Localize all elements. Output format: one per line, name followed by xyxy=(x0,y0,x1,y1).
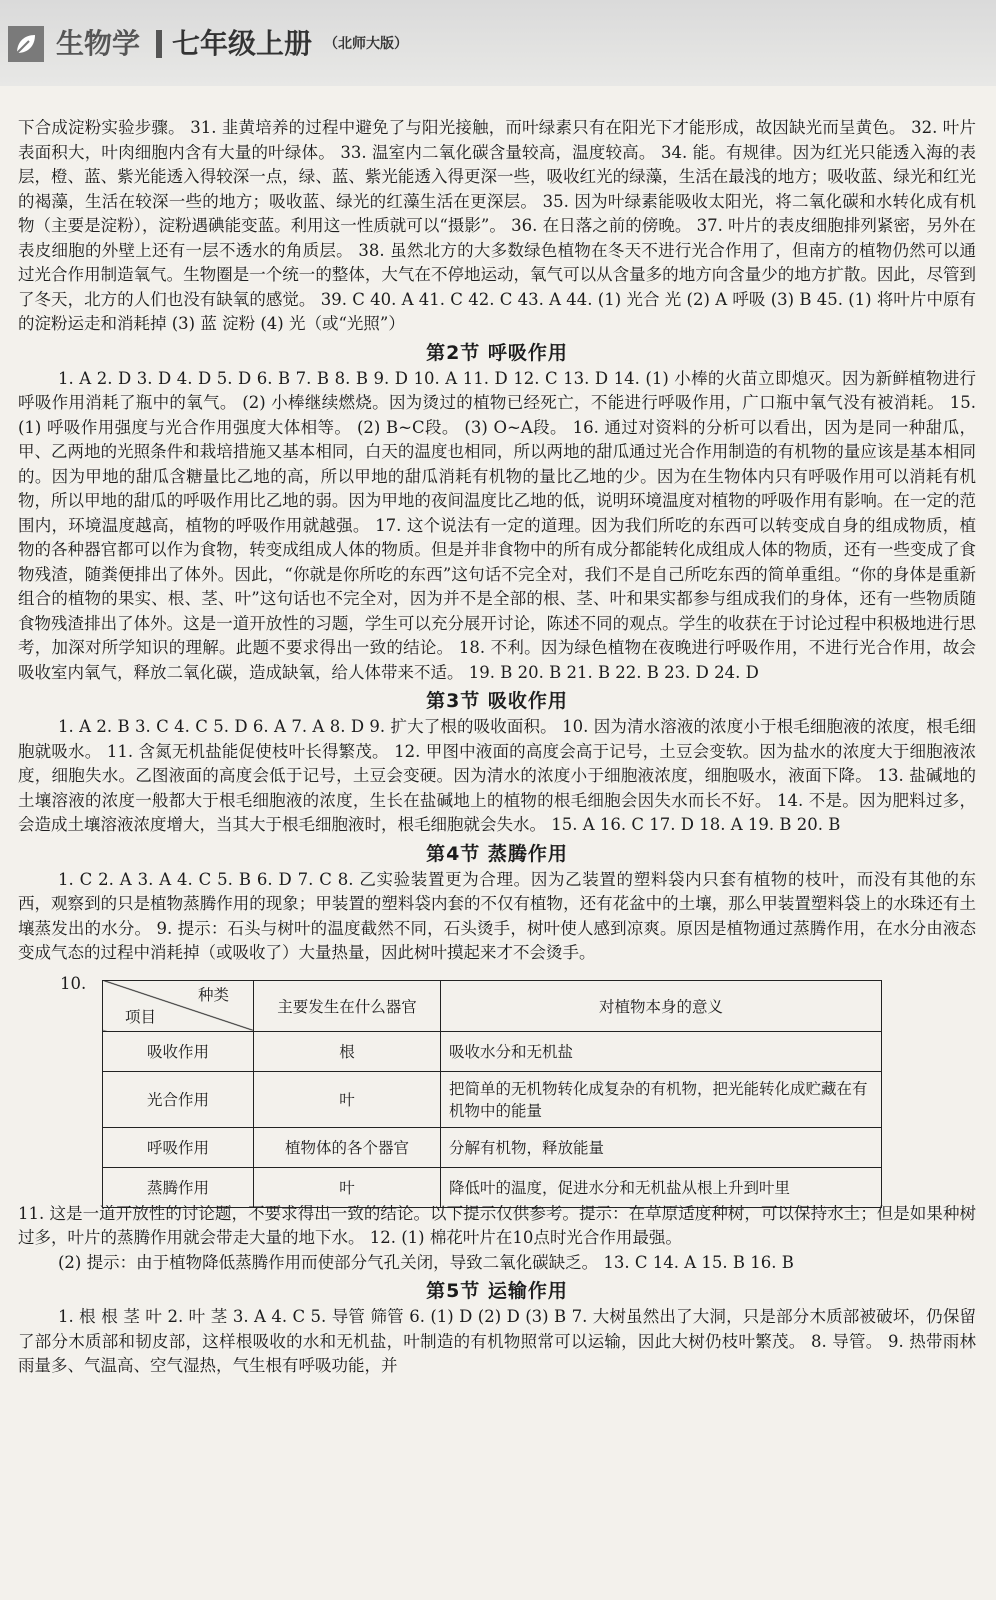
table-cell-process: 呼吸作用 xyxy=(103,1127,254,1167)
question-number: 10. xyxy=(60,973,87,993)
table-row xyxy=(103,1071,882,1127)
table-cell-meaning: 把简单的无机物转化成复杂的有机物，把光能转化成贮藏在有机物中的能量 xyxy=(441,1071,882,1127)
grade-title: 七年级上册 xyxy=(172,27,313,60)
table-row xyxy=(103,1127,882,1167)
leaf-icon xyxy=(8,26,44,62)
table-cell-organ: 植物体的各个器官 xyxy=(254,1127,441,1167)
section-title-3: 第3节 吸收作用 xyxy=(426,690,568,712)
edition-label: （北师大版） xyxy=(324,36,408,52)
answer-12-16: (2) 提示：由于植物降低蒸腾作用而使部分气孔关闭，导致二氧化碳缺乏。 13. C 14. A 15. B 16. B xyxy=(58,1252,794,1272)
section-title-5: 第5节 运输作用 xyxy=(426,1280,568,1302)
section-title-4: 第4节 蒸腾作用 xyxy=(426,842,568,865)
table-cell-meaning: 分解有机物，释放能量 xyxy=(441,1127,882,1167)
table-header-row xyxy=(103,980,882,1031)
table-cell-meaning: 吸收水分和无机盐 xyxy=(441,1031,882,1071)
section-5-answers: 1. 根 根 茎 叶 2. 叶 茎 3. A 4. C 5. 导管 筛管 6. (1) D (2) D (3) B 7. 大树虽然出了大洞，只是部分木质部被破坏，仍保留了部分木质部和韧皮部，这样根吸收的水和无机盐，叶制造的有机物照常可以运输，因此大树仍枝叶繁茂。 8. 导管。 9. 热带雨林雨量多、气温高、空气湿热，气生根有呼吸功能，并 xyxy=(18,1307,976,1375)
corner-top-label: 种类 xyxy=(197,985,229,1004)
paragraph-top: 下合成淀粉实验步骤。 31. 韭黄培养的过程中避免了与阳光接触，而叶绿素只有在阳光下才能形成，故因缺光而呈黄色。 32. 叶片表面积大，叶肉细胞内含有大量的叶绿体。 33. 温室内二氧化碳含量较高，温度较高。 34. 能。有规律。因为红光只能透入海的表层，橙、蓝、紫光能透入得较深一点，绿、蓝、紫光能透入得更深一些，吸收红光的绿藻，生活在最浅的地方；吸收蓝、绿光和红光的褐藻，生活在较深一些的地方；吸收蓝、绿光的红藻生活在更深层。 35. 因为叶绿素能吸收太阳光，将二氧化碳和水转化成有机物（主要是淀粉），淀粉遇碘能变蓝。利用这一性质就可以“摄影”。 36. 在日落之前的傍晚。 37. 叶片的表皮细胞排列紧密，另外在表皮细胞的外壁上还有一层不透水的角质层。 38. 虽然北方的大多数绿色植物在冬天不进行光合作用了，但南方的植物仍然可以通过光合作用制造氧气。生物圈是一个统一的整体，大气在不停地运动，氧气可以从含量多的地方向含量少的地方扩散。因此，尽管到了冬天，北方的人们也没有缺氧的感觉。 39. C 40. A 41. C 42. C 43. A 44. (1) 光合 光 (2) A 呼吸 (3) B 45. (1) 将叶片中原有的淀粉运走和消耗掉 (3) 蓝 淀粉 (4) 光（或“光照”） xyxy=(18,118,976,333)
table-cell-organ: 叶 xyxy=(254,1071,441,1127)
subject-title: 生物学 xyxy=(56,27,141,60)
plant-functions-table xyxy=(102,980,882,1208)
answer-content xyxy=(18,116,976,1379)
corner-bottom-label: 项目 xyxy=(125,1007,157,1026)
table-cell-process: 吸收作用 xyxy=(103,1031,254,1071)
section-3-answers: 1. A 2. B 3. C 4. C 5. D 6. A 7. A 8. D 9. 扩大了根的吸收面积。 10. 因为清水溶液的浓度小于根毛细胞液的浓度，根毛细胞就吸水。 11. 含氮无机盐能促使枝叶长得繁茂。 12. 甲图中液面的高度会高于记号，土豆会变软。因为盐水的浓度大于细胞液浓度，细胞失水。乙图液面的高度会低于记号，土豆会变硬。因为清水的浓度小于细胞液浓度，细胞吸水，液面下降。 13. 盐碱地的土壤溶液的浓度一般都大于根毛细胞液的浓度，生长在盐碱地上的植物的根毛细胞会因失水而长不好。 14. 不是。因为肥料过多，会造成土壤溶液浓度增大，当其大于根毛细胞液时，根毛细胞就会失水。 15. A 16. C 17. D 18. A 19. B 20. B xyxy=(18,717,976,834)
table-cell-process: 光合作用 xyxy=(103,1071,254,1127)
table-corner-cell xyxy=(103,980,254,1031)
table-header-meaning: 对植物本身的意义 xyxy=(441,980,882,1031)
title-separator xyxy=(156,30,162,58)
table-cell-organ: 根 xyxy=(254,1031,441,1071)
header-bar xyxy=(0,0,996,86)
table-header-organ: 主要发生在什么器官 xyxy=(254,980,441,1031)
table-cell-meaning: 降低叶的温度，促进水分和无机盐从根上升到叶里 xyxy=(441,1167,882,1207)
table-cell-organ: 叶 xyxy=(254,1167,441,1207)
table-row xyxy=(103,1167,882,1207)
section-title-2: 第2节 呼吸作用 xyxy=(426,341,568,364)
section-4-answers: 1. C 2. A 3. A 4. C 5. B 6. D 7. C 8. 乙实验装置更为合理。因为乙装置的塑料袋内只套有植物的枝叶，而没有其他的东西，观察到的只是植物蒸腾作用的现象；甲装置的塑料袋内套的不仅有植物，还有花盆中的土壤，那么甲装置塑料袋上的水珠还有土壤蒸发出的水分。 9. 提示：石头与树叶的温度截然不同，石头烫手，树叶使人感到凉爽。原因是植物通过蒸腾作用，在水分由液态变成气态的过程中消耗掉（或吸收了）大量热量，因此树叶摸起来才不会烫手。 xyxy=(18,869,976,962)
table-row xyxy=(103,1031,882,1071)
section-2-answers: 1. A 2. D 3. D 4. D 5. D 6. B 7. B 8. B 9. D 10. A 11. D 12. C 13. D 14. (1) 小棒的火苗立即熄灭。因为新鲜植物进行呼吸作用消耗了瓶中的氧气。 (2) 小棒继续燃烧。因为烫过的植物已经死亡，不能进行呼吸作用，广口瓶中氧气没有被消耗。 15. (1) 呼吸作用强度与光合作用强度大体相等。 (2) B~C段。 (3) O~A段。 16. 通过对资料的分析可以看出，因为是同一种甜瓜，甲、乙两地的光照条件和栽培措施又基本相同，白天的温度也相同，所以两地的甜瓜通过光合作用制造的有机物的量应该是基本相同的。因为甲地的甜瓜含糖量比乙地的高，所以甲地的甜瓜消耗有机物的量比乙地的少。因为在生物体内只有呼吸作用可以消耗有机物，所以甲地的甜瓜的呼吸作用比乙地的弱。因为甲地的夜间温度比乙地的低，说明环境温度对植物的呼吸作用有影响。在一定的范围内，环境温度越高，植物的呼吸作用就越强。 17. 这个说法有一定的道理。因为我们所吃的东西可以转变成自身的组成物质，植物的各种器官都可以作为食物，转变成组成人体的物质。但是并非食物中的所有成分都能转化成组成人体的物质，还有一些变成了食物残渣，随粪便排出了体外。因此，“你就是你所吃的东西”这句话不完全对，我们不是自己所吃东西的简单重组。“你的身体是重新组合的植物的果实、根、茎、叶”这句话也不完全对，因为并不是全部的根、茎、叶和果实都参与组成我们的身体，还有一些物质随食物残渣排出了体外。这是一道开放性的习题，学生可以充分展开讨论，陈述不同的观点。学生的收获在于讨论过程中积极地进行思考，加深对所学知识的理解。此题不要求得出一致的结论。 18. 不利。因为绿色植物在夜晚进行呼吸作用，不进行光合作用，故会吸收室内氧气，释放二氧化碳，造成缺氧，给人体带来不适。 19. B 20. B 21. B 22. B 23. D 24. D xyxy=(18,368,976,682)
answer-11-12: 11. 这是一道开放性的讨论题，不要求得出一致的结论。以下提示仅供参考。提示：在草原适度种树，可以保持水土；但是如果种树过多，叶片的蒸腾作用就会带走大量的地下水。 12. (1) 棉花叶片在10点时光合作用最强。 xyxy=(18,1203,976,1247)
question-10-table-block xyxy=(18,972,976,1202)
table-cell-process: 蒸腾作用 xyxy=(103,1167,254,1207)
